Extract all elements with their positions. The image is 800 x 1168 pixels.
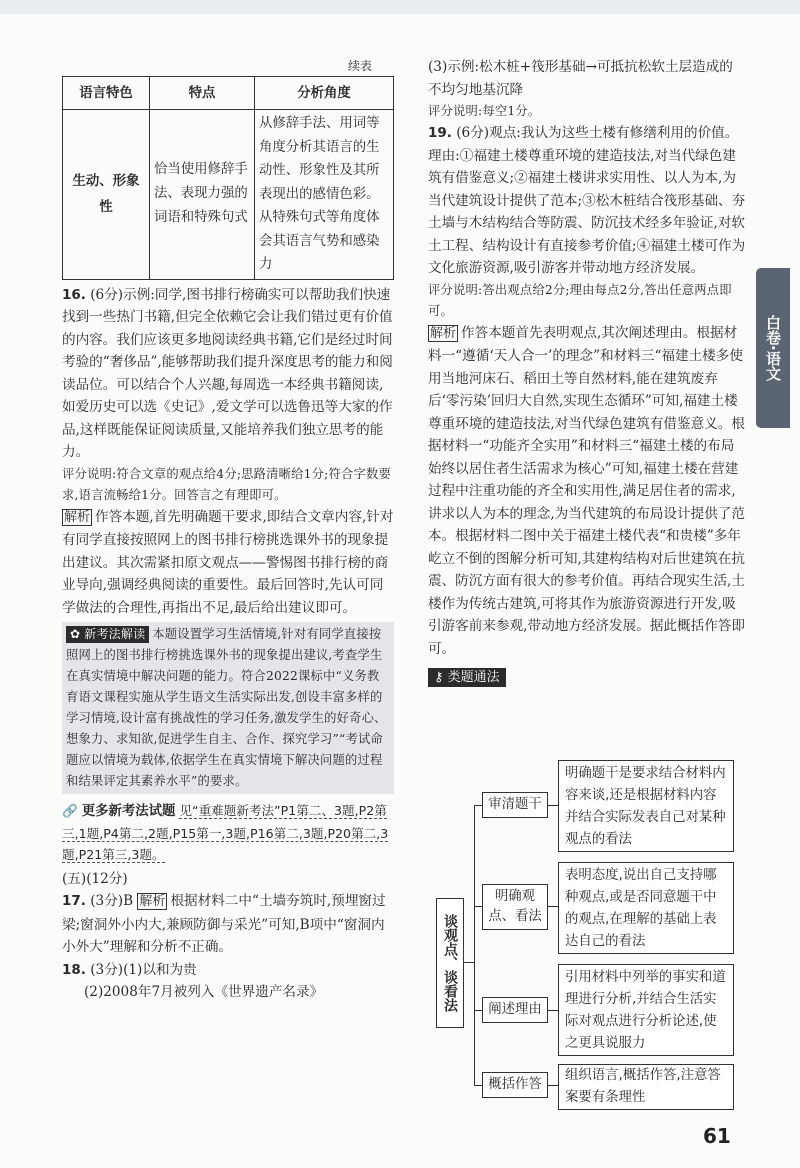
key-icon: ⚷: [434, 670, 444, 685]
branch-1-label: 审清题干: [482, 792, 548, 818]
q19-answer: (6分)观点:我认为这些土楼有修缮利用的价值。理由:①福建土楼尊重环境的建造技法,对当代绿色建筑有借鉴意义;②福建土楼讲求实用性、以人为本,为当代建筑设计提供了范本;③松木桩结合筏形基础、夯土墙与木结构结合等防震、防沉技术经多年验证,对软土工程、结构设计有直接参考价值;④福建土楼可作为文化旅游资源,吸引游客并带动地方经济发展。: [428, 125, 746, 276]
top-band: [0, 0, 800, 14]
mindmap-line-4: [474, 1085, 482, 1086]
q18-answer-1: (3分)(1)以和为贵: [90, 961, 197, 978]
language-table: [62, 76, 394, 280]
branch-3-connector: [548, 1010, 558, 1011]
q17-number: 17.: [62, 893, 86, 909]
q17-jiexi-tag: 解析: [139, 894, 166, 909]
q18-answer-2: (2)2008年7月被列入《世界遗产名录》: [84, 984, 324, 1000]
q16-scoring: 评分说明:符合文章的观点给4分;思路清晰给1分;符合字数要求,语言流畅给1分。回答言之有理即可。: [62, 466, 392, 502]
more-title: 更多新考法试题: [81, 804, 176, 819]
table-header-trait: 特点: [150, 77, 255, 110]
method-tag: [428, 668, 506, 687]
link-icon: 🔗: [62, 803, 78, 818]
left-column: [62, 56, 394, 1004]
table-header-angle: 分析角度: [255, 77, 394, 110]
branch-4-connector: [548, 1085, 558, 1086]
table-header-feature: 语言特色: [63, 77, 150, 110]
branch-4-label: 概括作答: [482, 1072, 548, 1098]
q17-jiexi: 根据材料二中“土墙夯筑时,预埋窗过梁;窗洞外小内大,兼顾防御与采光”可知,B项中“窗洞内小外大”理解和分析不正确。: [62, 893, 386, 955]
q19-jiexi-tag: 解析: [430, 325, 457, 341]
table-cell-trait: 恰当使用修辞手法、表现力强的词语和特殊句式: [150, 110, 255, 280]
q19-number: 19.: [428, 125, 452, 141]
branch-4-desc: 组织语言,概括作答,注意答案要有条理性: [558, 1064, 734, 1110]
new-exam-text: 本题设置学习生活情境,针对有同学直接按照网上的图书排行榜挑选课外书的现象提出建议,考查学生在真实情境中解决问题的能力。符合2022课标中“义务教育语文课程实施从学生语文生活实际出发,创设丰富多样的学习情境,设计富有挑战性的学习任务,激发学生的好奇心、想象力、求知欲,促进学生自主、合作、探究学习”“考试命题应以情境为载体,依据学生在真实情境下解决问题的过程和结果评定其素养水平”的要求。: [66, 627, 387, 788]
side-tab[interactable]: 白卷·语文: [756, 268, 790, 428]
method-tag-label: 类题通法: [447, 670, 500, 685]
method-header: [428, 666, 746, 689]
table-cell-feature: 生动、形象性: [63, 110, 150, 280]
new-exam-tag-label: 新考法解读: [84, 627, 146, 641]
branch-1-connector: [548, 805, 558, 806]
more-ref: 见“重难题新考法”P1第二、3题,P2第三,1题,P4第二,2题,P15第一,3题,P16第二,3题,P20第二,3题,P21第三,3题。: [62, 803, 389, 862]
table-continued: 续表: [347, 59, 372, 73]
branch-2-desc: 表明态度,说出自己支持哪种观点,或是否同意题干中的观点,在理解的基础上表达自己的看法: [558, 862, 734, 954]
branch-3-label: 阐述理由: [482, 997, 548, 1023]
q18-scoring: 评分说明:每空1分。: [428, 104, 541, 118]
q16-jiexi: 作答本题,首先明确题干要求,即结合文章内容,针对有同学直接按照网上的图书排行榜挑选课外书的现象提出建议。其次需紧扣原文观点——警惕图书排行榜的商业导向,强调经典阅读的重要性。最后回答时,先认可同学做法的合理性,再指出不足,最后给出建议即可。: [62, 508, 394, 616]
q18-number: 18.: [62, 961, 86, 978]
more-questions: [62, 800, 394, 866]
table-cell-angle: 从修辞手法、用词等角度分析其语言的生动性、形象性及其所表现出的感情色彩。从特殊句式等角度体会其语言气势和感染力: [255, 110, 394, 280]
branch-2-connector: [548, 906, 558, 907]
page-number: 61: [703, 1124, 731, 1148]
branch-2-label: 明确观点、看法: [482, 884, 548, 930]
question-16: [62, 284, 394, 795]
q16-answer: (6分)示例:同学,图书排行榜确实可以帮助我们快速找到一些热门书籍,但完全依赖它会让我们错过更有价值的内容。我们应该更多地阅读经典书籍,它们是经过时间考验的“奢侈品”,能够帮助我们提升深度思考的能力和阅读品位。可以结合个人兴趣,每周选一本经典书籍阅读,如爱历史可以选《史记》,爱文学可以选鲁迅等大家的作品,这样既能保证阅读质量,又能培养我们独立思考的能力。: [62, 286, 393, 460]
mindmap-trunk: [474, 805, 475, 1085]
section-5: (五)(12分): [62, 870, 128, 887]
q16-number: 16.: [62, 286, 86, 303]
mindmap-line-2: [474, 906, 482, 907]
mindmap-root: 谈观点、谈看法: [436, 898, 464, 1028]
q16-jiexi-tag: 解析: [64, 509, 91, 525]
q17-answer: (3分)B: [90, 893, 134, 909]
q19-jiexi: 作答本题首先表明观点,其次阐述理由。根据材料一“遵循‘天人合一’的理念”和材料三“福建土楼多使用当地河床石、稻田土等自然材料,能在建筑废弃后‘零污染’回归大自然,实现生态循环”可知,福建土楼尊重环境的建造技法,对当代绿色建筑有借鉴意义。根据材料一“功能齐全实用”和材料三“福建土楼的布局始终以居住者生活需求为核心”可知,福建土楼在营建过程中注重功能的齐全和实用性,满足居住者的需求,讲求以人为本的理念,为当代建筑的布局设计提供了范本。根据材料二图中关于福建土楼代表“和贵楼”多年屹立不倒的图解分析可知,其建构结构对后世建筑在抗震、防沉方面有很大的参考价值。再结合现实生活,土楼作为传统古建筑,可将其作为旅游资源进行开发,吸引游客前来参观,带动地方经济发展。据此概括作答即可。: [428, 324, 745, 657]
mindmap-line-root: [464, 962, 474, 963]
q19-scoring: 评分说明:答出观点给2分;理由每点2分,答出任意两点即可。: [428, 282, 732, 318]
mindmap-line-3: [474, 1010, 482, 1011]
new-exam-tag: ✿ 新考法解读: [66, 626, 149, 643]
right-column: [428, 56, 746, 689]
branch-1-desc: 明确题干是要求结合材料内容来谈,还是根据材料内容并结合实际发表自己对某种观点的看法: [558, 760, 734, 852]
mindmap-line-1: [474, 805, 482, 806]
branch-3-desc: 引用材料中列举的事实和道理进行分析,并结合生活实际对观点进行分析论述,使之更具说服力: [558, 964, 734, 1056]
new-exam-box: [62, 622, 394, 794]
q18-answer-3: (3)示例:松木桩+筏形基础→可抵抗松软土层造成的不均匀地基沉降: [428, 59, 733, 98]
